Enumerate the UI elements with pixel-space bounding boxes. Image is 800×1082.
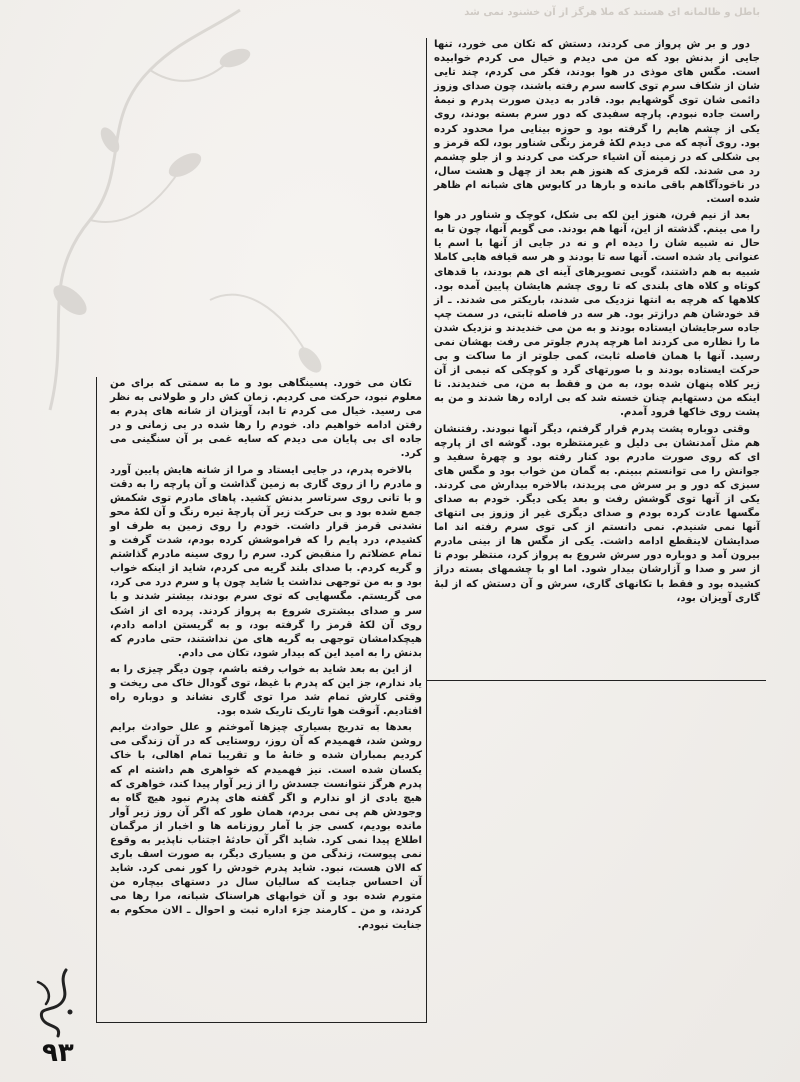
paragraph: بالاخره پدرم، در جایی ایستاد و مرا از شانه هایش پایین آورد و مادرم را از روی گاری به زمین گذاشت و آن پارچه را به دقت و با تانی روی سرتاسر بدنش کشید. پاهای مادرم توی شکمش جمع شده بود و بی حرکت زیر آن پارچهٔ تیره رنگ و آن لکهٔ محو نشدنی قرمز قرار داشت. خودم را روی زمین به طرف او کشیدم، درد پایم را که فراموشش کرده بودم، شدت گرفت و تمام عضلاتم را منقبض کرد. سرم را روی سینه مادرم گذاشتم و گریه کردم. با صدای بلند گریه می کردم، شاید از اینکه خواب بود و به من توجهی نداشت یا شاید چون پا و سرم درد می کرد، می گریستم. مگسهایی که توی سرم بودند، بیشتر شدند و با سر و صدای بیشتری شروع به پرواز کردند. پرده ای از اشک روی آن لکهٔ قرمز را گرفته بود، و به گریستن ادامه دادم، هیچکدامشان توجهی به گریه های من نداشتند، حتی مادرم که بدنش را به امید این که بیدار شود، تکان می دادم. [110, 464, 422, 659]
page-number: ۹۳ [42, 1038, 74, 1068]
floral-vine-ornament [10, 0, 340, 420]
paragraph: دور و بر ش پرواز می کردند، دستش که تکان می خورد، تنها جایی از بدنش بود که من می دیدم و خیال می کردم خوابیده است. مگس های موذی در هوا بودند، فکر می کردم، چند تایی شان از شکاف سرم توی کاسه سرم رفته باشند، چون صدای وزوز دائمی شان توی گوشهایم بود. قادر به دیدن صورت پدرم و نیمهٔ راست جاده نبودم. پارچه سفیدی که دور سرم بسته بودند، روی یکی از چشم هایم را گرفته بود و حوزه بینایی مرا محدود کرده بود. روی آنچه که می دیدم لکهٔ قرمز رنگی شناور بود، لکه قرمز و بی شکلی که در زمینه آن اشیاء حرکت می کردند و از جلو چشمم رد می شدند. لکه قرمزی که هنوز هم بعد از چهل و هشت سال، در ناخودآگاهم باقی مانده و بارها در کابوس های شبانه ام ظاهر شده است. [434, 39, 760, 206]
left-column-border [96, 377, 97, 1023]
bleed-through-text: باطل و ظالمانه ای هستند که ملا هرگز از آن خشنود نمی شد [464, 7, 760, 18]
paragraph: وقتی دوباره پشت پدرم قرار گرفتم، دیگر آنها نبودند. رفتنشان هم مثل آمدنشان بی دلیل و غیرمنتظره بود. گوشه ای از پارچه ای که روی صورت مادرم بود کنار رفته بود و چهرهٔ سفید و جوانش را می توانستم ببینم. به گمان من خواب بود و مگس های سبزی که دور و بر سرش می پریدند، بالاخره بیدارش می کردند. یکی از آنها توی گوشش رفت و بعد یکی دیگر. خودم به صدای مگسها عادت کرده بودم و صدای دیگری غیر از وزوز بی انتهای آنها نمی شنیدم. نمی دانستم از کی توی سرم رفته اند اما صدایشان لاینقطع ادامه داشت. یکی از مگس ها از بینی مادرم بیرون آمد و دوباره دور سرش شروع به پرواز کرد، منتظر بودم تا از سر و صدا و آزارشان بیدار شود. اما او با چشمهای بسته دراز کشیده بود و فقط با تکانهای گاری، سرش و آن دستش که از لبهٔ گاری آویزان بود، [434, 423, 760, 604]
text-column-right [434, 38, 760, 608]
paragraph: تکان می خورد. پسینگاهی بود و ما به سمتی که برای من معلوم نبود، حرکت می کردیم. زمان کش دار و طولانی به نظر می رسید. خیال می کردم تا ابد، آویزان از شانه های پدرم به رفتن ادامه خواهیم داد. خودم را رها شده در بی زمانی و در جاده ای بی پایان می دیدم که سایه غمی بر آن سنگینی می کرد. [110, 378, 422, 460]
column-divider [426, 38, 427, 1023]
paragraph: بعد از نیم قرن، هنوز این لکه بی شکل، کوچک و شناور در هوا را می بینم. گذشته از این، آنها هم بودند. می گویم آنها، چون تا به حال نه شبیه شان را دیده ام و نه در جایی از آنها با اسم یا عنوانی یاد شده است. آنها سه تا بودند و هر سه قیافه هایی کاملا شبیه به هم داشتند، گویی تصویرهای آینه ای هم بودند، با قدهای کوتاه و کلاه های بلندی که تا روی چشم هایشان پایین آمده بود. کلاهها که هرچه به انتها نزدیک می شدند، باریکتر می شدند. ـ از قد خودشان هم درازتر بود. هر سه در فاصله ثابتی، در سمت چپ جاده سرجایشان ایستاده بودند و به من می خندیدند و نزدیک شدن ما را نظاره می کردند اما هرچه پدرم جلوتر می رفت بهشان نمی رسید. آنها با همان فاصله ثابت، کمی جلوتر از ما ساکت و بی حرکت ایستاده بودند و با صورتهای گرد و کوچکی که نیمی از آن زیر کلاه پنهان شده بود، به من و فقط به من، می خندیدند. تا اینکه من دستهایم چنان خسته شد که بی اراده رها شدند و من به پشت روی خاکها فرود آمدم. [434, 210, 760, 419]
text-column-left [110, 377, 422, 935]
paragraph: بعدها به تدریج بسیاری چیزها آموختم و علل حوادث برایم روشن شد، فهمیدم که آن روز، روستایی که در آن زندگی می کردیم بمباران شده و خانهٔ ما و تقریبا تمام اهالی، با خاک یکسان شده است. نیز فهمیدم که خواهری هم داشته ام که پدرم هرگز نتوانست جسدش را از زیر آوار پیدا کند، خواهری که هیچ یادی از او ندارم و اگر گفته های پدرم نبود هیچ گاه به وجودش هم پی نمی بردم، همان طور که اگر آن روز زیر آوار مانده بودیم، کسی جز با آمار روزنامه ها و اخبار از مرگمان اطلاع پیدا نمی کرد. شاید اگر آن حادثهٔ اجتناب ناپذیر به وقوع نمی پیوست، زندگی من و بسیاری دیگر، به صورت اسف باری که الان هست، نبود. شاید پدرم خودش را کور نمی کرد. شاید آن احساس جنایت که سالیان سال در دستهای بیچاره من متورم شده بود و آن خوابهای هراسناک شبانه، مرا رها می کردند، و من ـ کارمند جزء اداره ثبت و احوال ـ الان محکوم به جنایت نبودم. [110, 722, 422, 931]
magazine-logo-signature [18, 962, 82, 1042]
paragraph: از این به بعد شاید به خواب رفته باشم، چون دیگر چیزی را به یاد ندارم، جز این که پدرم با غیظ، توی گودال خاک می ریخت و وقتی کارش تمام شد مرا توی گاری نشاند و دوباره راه افتادیم. آنوقت هوا تاریک تاریک شده بود. [110, 663, 422, 718]
left-column-bottom-border [96, 1022, 426, 1023]
right-column-bottom-border [426, 680, 766, 681]
